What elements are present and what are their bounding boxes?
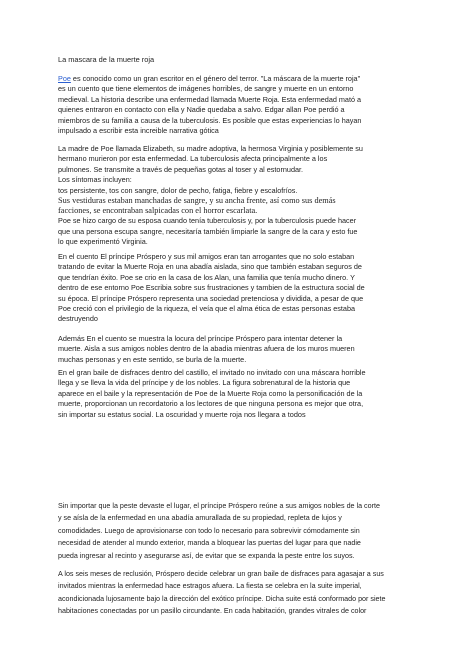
paragraph-baile bbox=[58, 368, 430, 420]
paragraph-line: es un cuento que tiene elementos de imágenes horribles, de sangre y muerte en un entorno bbox=[58, 84, 354, 94]
paragraph-line: Poe se hizo cargo de su esposa cuando tenía tuberculosis y, por la tuberculosis puede hacer bbox=[58, 216, 357, 226]
paragraph-line: Los síntomas incluyen: bbox=[58, 175, 132, 185]
paragraph-line: medieval. La historia describe una enfermedad llamada Muerte Roja. Esta enfermedad mató a bbox=[58, 94, 362, 104]
paragraph-line: muerte, proporcionan un recordatorio a los lectores de que ninguna persona es mejor que otra, bbox=[58, 399, 364, 409]
paragraph-line: muchas personas y en este sentido, se burla de la muerte. bbox=[58, 354, 247, 364]
paragraph-line: Además En el cuento se muestra la locura del príncipe Próspero para intentar detener la bbox=[58, 334, 343, 343]
line-text: es conocido como un gran escritor en el género del terror. "La máscara de la muerte roja" bbox=[70, 74, 361, 83]
paragraph-line: invitados mientras la enfermedad hace estragos afuera. La fiesta se celebra en la suite imperial, bbox=[58, 582, 362, 591]
quote-line: facciones, se encontraban salpicadas con el horror escarlata. bbox=[58, 206, 258, 216]
paragraph-line bbox=[58, 74, 430, 84]
quote-line: Sus vestiduras estaban manchadas de sangre, y su ancha frente, así como sus demás bbox=[58, 196, 336, 206]
paragraph-line: habitaciones conectadas por un pasillo circundante. En cada habitación, grandes vitrales de color bbox=[58, 607, 367, 616]
paragraph-line: muerte. Aisla a sus amigos nobles dentro de la abadia mientras afuera de los muros mueren bbox=[58, 344, 355, 354]
paragraph-line: Sin importar que la peste devaste el lugar, el príncipe Próspero reúne a sus amigos nobles de la corte bbox=[58, 502, 380, 510]
paragraph-line: y se aísla de la enfermedad en una abadía amurallada de su propiedad, repleta de lujos y bbox=[58, 514, 342, 523]
line-text: sin importar su estatus social. bbox=[58, 409, 154, 419]
paragraph-reclusion bbox=[58, 568, 430, 618]
document-title: La mascara de la muerte roja bbox=[58, 55, 155, 64]
paragraph-line: miembros de su familia a causa de la tuberculosis. Es posible que estas experiencias lo hayan bbox=[58, 115, 362, 125]
paragraph-tuberculosis bbox=[58, 144, 430, 248]
paragraph-line: pulmones. Se transmite a través de pequeñas gotas al toser y al estornudar. bbox=[58, 164, 304, 174]
paragraph-line bbox=[58, 410, 430, 420]
paragraph-line: dentro de ese entorno Poe Escribia sobre sus frustraciones y tambien de la estructura social de bbox=[58, 283, 365, 293]
paragraph-line: que una persona escupa sangre, necesitaría también limpiarle la sangre de la cara y esto fue bbox=[58, 226, 358, 236]
paragraph-line: comodidades. Luego de aprovisionarse con todo lo necesario para sobrevivir cómodamente sin bbox=[58, 526, 360, 535]
paragraph-line: pueda ingresar al recinto y asegurarse así, de evitar que se expanda la peste entre los suyos. bbox=[58, 551, 355, 560]
paragraph-line: su época. El príncipe Próspero representa una sociedad pretenciosa y dividida, a pesar de que bbox=[58, 293, 364, 303]
line-text: La oscuridad y muerte roja nos llegara a todos bbox=[153, 409, 306, 419]
paragraph-line: destruyendo bbox=[58, 314, 98, 324]
paragraph-line: llega y se lleva la vida del príncipe y de los nobles. La figura sobrenatural de la historia que bbox=[58, 378, 351, 388]
paragraph-line: En el cuento El príncipe Próspero y sus mil amigos eran tan arrogantes que no solo estaban bbox=[58, 252, 355, 261]
paragraph-line: hermano murieron por esta enfermedad. La tuberculosis afecta principalmente a los bbox=[58, 154, 328, 164]
poe-link[interactable]: Poe bbox=[58, 74, 71, 83]
paragraph-line: A los seis meses de reclusión, Próspero decide celebrar un gran baile de disfraces para agasajar a sus bbox=[58, 570, 384, 578]
paragraph-line: En el gran baile de disfraces dentro del castillo, el invitado no invitado con una máscara horrible bbox=[58, 368, 366, 377]
paragraph-line: aparece en el baile y la representación de Poe de la Muerte Roja como la personificación de la bbox=[58, 388, 363, 398]
paragraph-line: quienes entraron en contacto con ella y Nadie quedaba a salvo. Edgar allan Poe perdió a bbox=[58, 105, 345, 115]
paragraph-line: acondicionada lujosamente bajo la dirección del exótico príncipe. Dicha suite está conformado por siete bbox=[58, 594, 386, 603]
paragraph-peste bbox=[58, 500, 430, 562]
paragraph-intro bbox=[58, 74, 430, 136]
paragraph-line: La madre de Poe llamada Elizabeth, su madre adoptiva, la hermosa Virginia y posiblemente su bbox=[58, 144, 363, 153]
paragraph-line: tos persistente, tos con sangre, dolor de pecho, fatiga, fiebre y escalofríos. bbox=[58, 185, 298, 195]
paragraph-line: tratando de evitar la Muerte Roja en una abadía aislada, sino que también estaban seguros de bbox=[58, 262, 362, 272]
paragraph-line: lo que experimentó Virginia. bbox=[58, 237, 148, 247]
paragraph-prospero bbox=[58, 252, 430, 325]
paragraph-line: que tendrían éxito. Poe se crio en la casa de los Alan, una familia que tenía mucho dinero. Y bbox=[58, 272, 355, 282]
paragraph-line: necesidad de atender al mundo exterior, manda a bloquear las puertas del lugar para que nadie bbox=[58, 539, 361, 548]
paragraph-line: Poe creció con el privilegio de la riqueza, el veía que el alma ética de estas personas estaba bbox=[58, 304, 356, 314]
paragraph-locura bbox=[58, 334, 430, 365]
paragraph-line: impulsado a escribir esta increible narrativa gótica bbox=[58, 126, 219, 136]
